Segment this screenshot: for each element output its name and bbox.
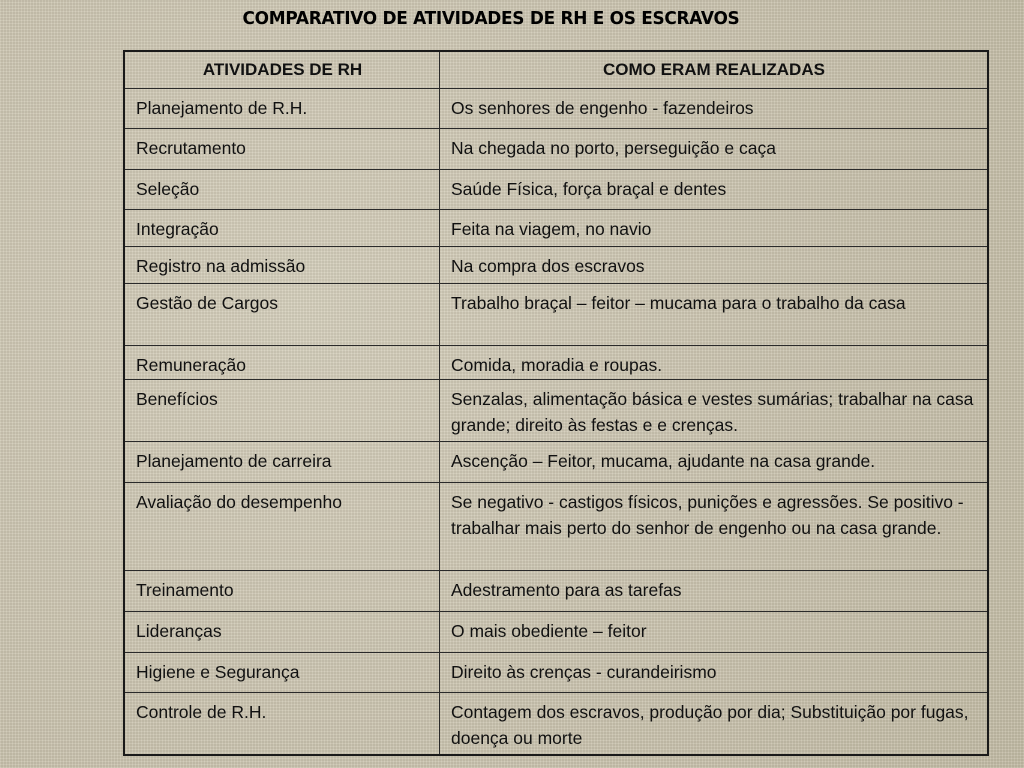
row-how: Os senhores de engenho - fazendeiros <box>440 89 987 129</box>
row-activity: Gestão de Cargos <box>125 284 440 346</box>
row-activity: Treinamento <box>125 571 440 612</box>
comparison-table <box>123 50 989 756</box>
row-activity: Higiene e Segurança <box>125 653 440 693</box>
row-activity: Registro na admissão <box>125 247 440 284</box>
row-activity: Avaliação do desempenho <box>125 483 440 571</box>
row-how: Ascenção – Feitor, mucama, ajudante na casa grande. <box>440 442 987 483</box>
table-header-activities: ATIVIDADES DE RH <box>125 52 440 89</box>
row-how: Adestramento para as tarefas <box>440 571 987 612</box>
row-activity: Benefícios <box>125 380 440 442</box>
row-activity: Recrutamento <box>125 129 440 170</box>
row-how: Na compra dos escravos <box>440 247 987 284</box>
row-activity: Planejamento de carreira <box>125 442 440 483</box>
row-activity: Planejamento de R.H. <box>125 89 440 129</box>
page-title: COMPARATIVO DE ATIVIDADES DE RH E OS ESCRAVOS <box>242 8 740 29</box>
row-how: Trabalho braçal – feitor – mucama para o trabalho da casa <box>440 284 987 346</box>
row-activity: Seleção <box>125 170 440 210</box>
row-how: Na chegada no porto, perseguição e caça <box>440 129 987 170</box>
row-activity: Lideranças <box>125 612 440 653</box>
row-activity: Integração <box>125 210 440 247</box>
row-how: Senzalas, alimentação básica e vestes sumárias; trabalhar na casa grande; direito às festas e e crenças. <box>440 380 987 442</box>
row-activity: Controle de R.H. <box>125 693 440 754</box>
row-how: Comida, moradia e roupas. <box>440 346 987 380</box>
row-how: O mais obediente – feitor <box>440 612 987 653</box>
table-header-how: COMO ERAM REALIZADAS <box>440 52 987 89</box>
row-how: Contagem dos escravos, produção por dia; Substituição por fugas, doença ou morte <box>451 702 969 748</box>
row-activity: Remuneração <box>125 346 440 380</box>
row-how: Feita na viagem, no navio <box>440 210 987 247</box>
row-how: Direito às crenças - curandeirismo <box>440 653 987 693</box>
row-how: Se negativo - castigos físicos, punições e agressões. Se positivo - trabalhar mais perto do senhor de engenho ou na casa grande. <box>440 483 987 571</box>
row-how: Saúde Física, força braçal e dentes <box>440 170 987 210</box>
